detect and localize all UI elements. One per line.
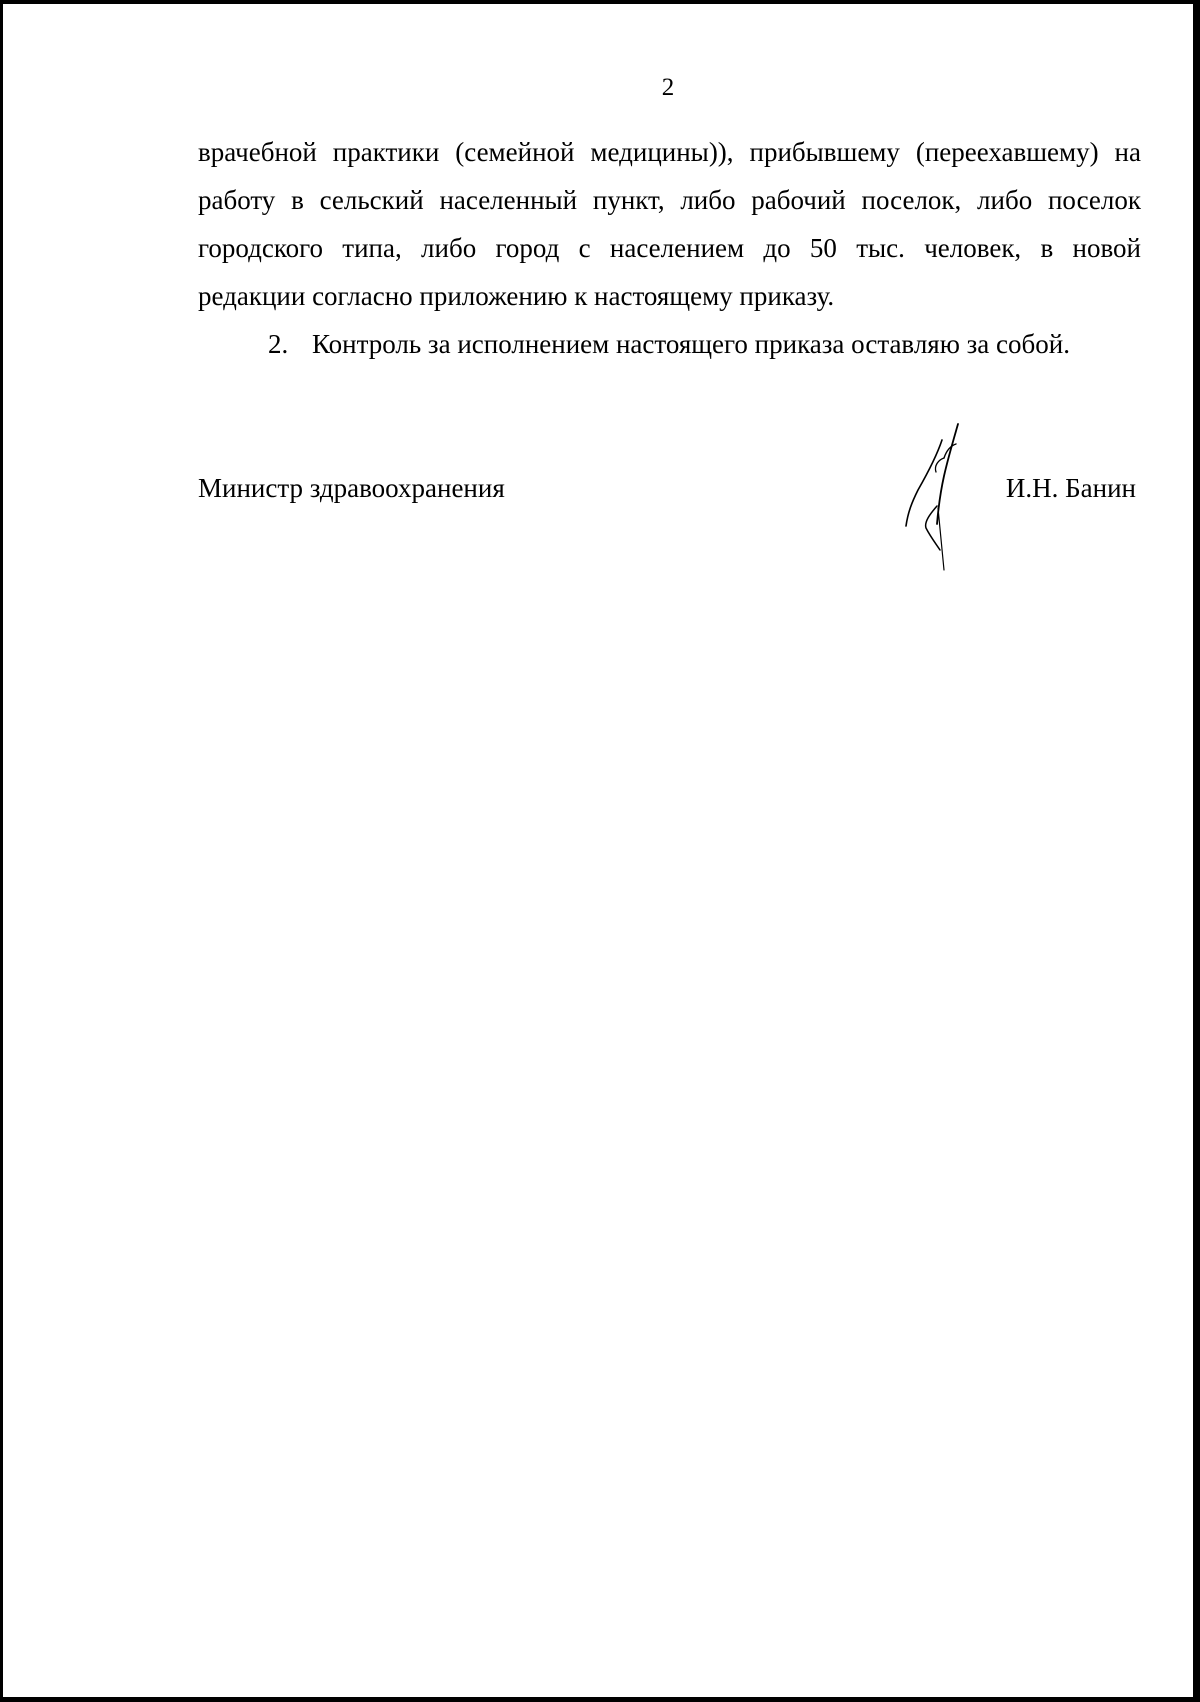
list-item-text: Контроль за исполнением настоящего приказа оставляю за собой. <box>312 329 1070 359</box>
paragraph-line: врачебной практики (семейной медицины)), прибывшему (переехавшему) на <box>198 137 1141 167</box>
page-number: 2 <box>661 74 675 101</box>
handwritten-signature-icon <box>900 418 990 578</box>
list-item-number: 2. <box>268 329 289 359</box>
list-item-2 <box>198 320 1141 368</box>
paragraph-line: редакции согласно приложению к настоящему приказу. <box>198 281 835 311</box>
document-body <box>198 128 1141 368</box>
paragraph-line: работу в сельский населенный пункт, либо рабочий поселок, либо поселок <box>198 185 1141 215</box>
paragraph-line: городского типа, либо город с населением до 50 тыс. человек, в новой <box>198 233 1141 263</box>
signatory-title: Министр здравоохранения <box>198 473 505 503</box>
signatory-name: И.Н. Банин <box>1005 473 1136 503</box>
paragraph-continuation <box>198 128 1141 320</box>
